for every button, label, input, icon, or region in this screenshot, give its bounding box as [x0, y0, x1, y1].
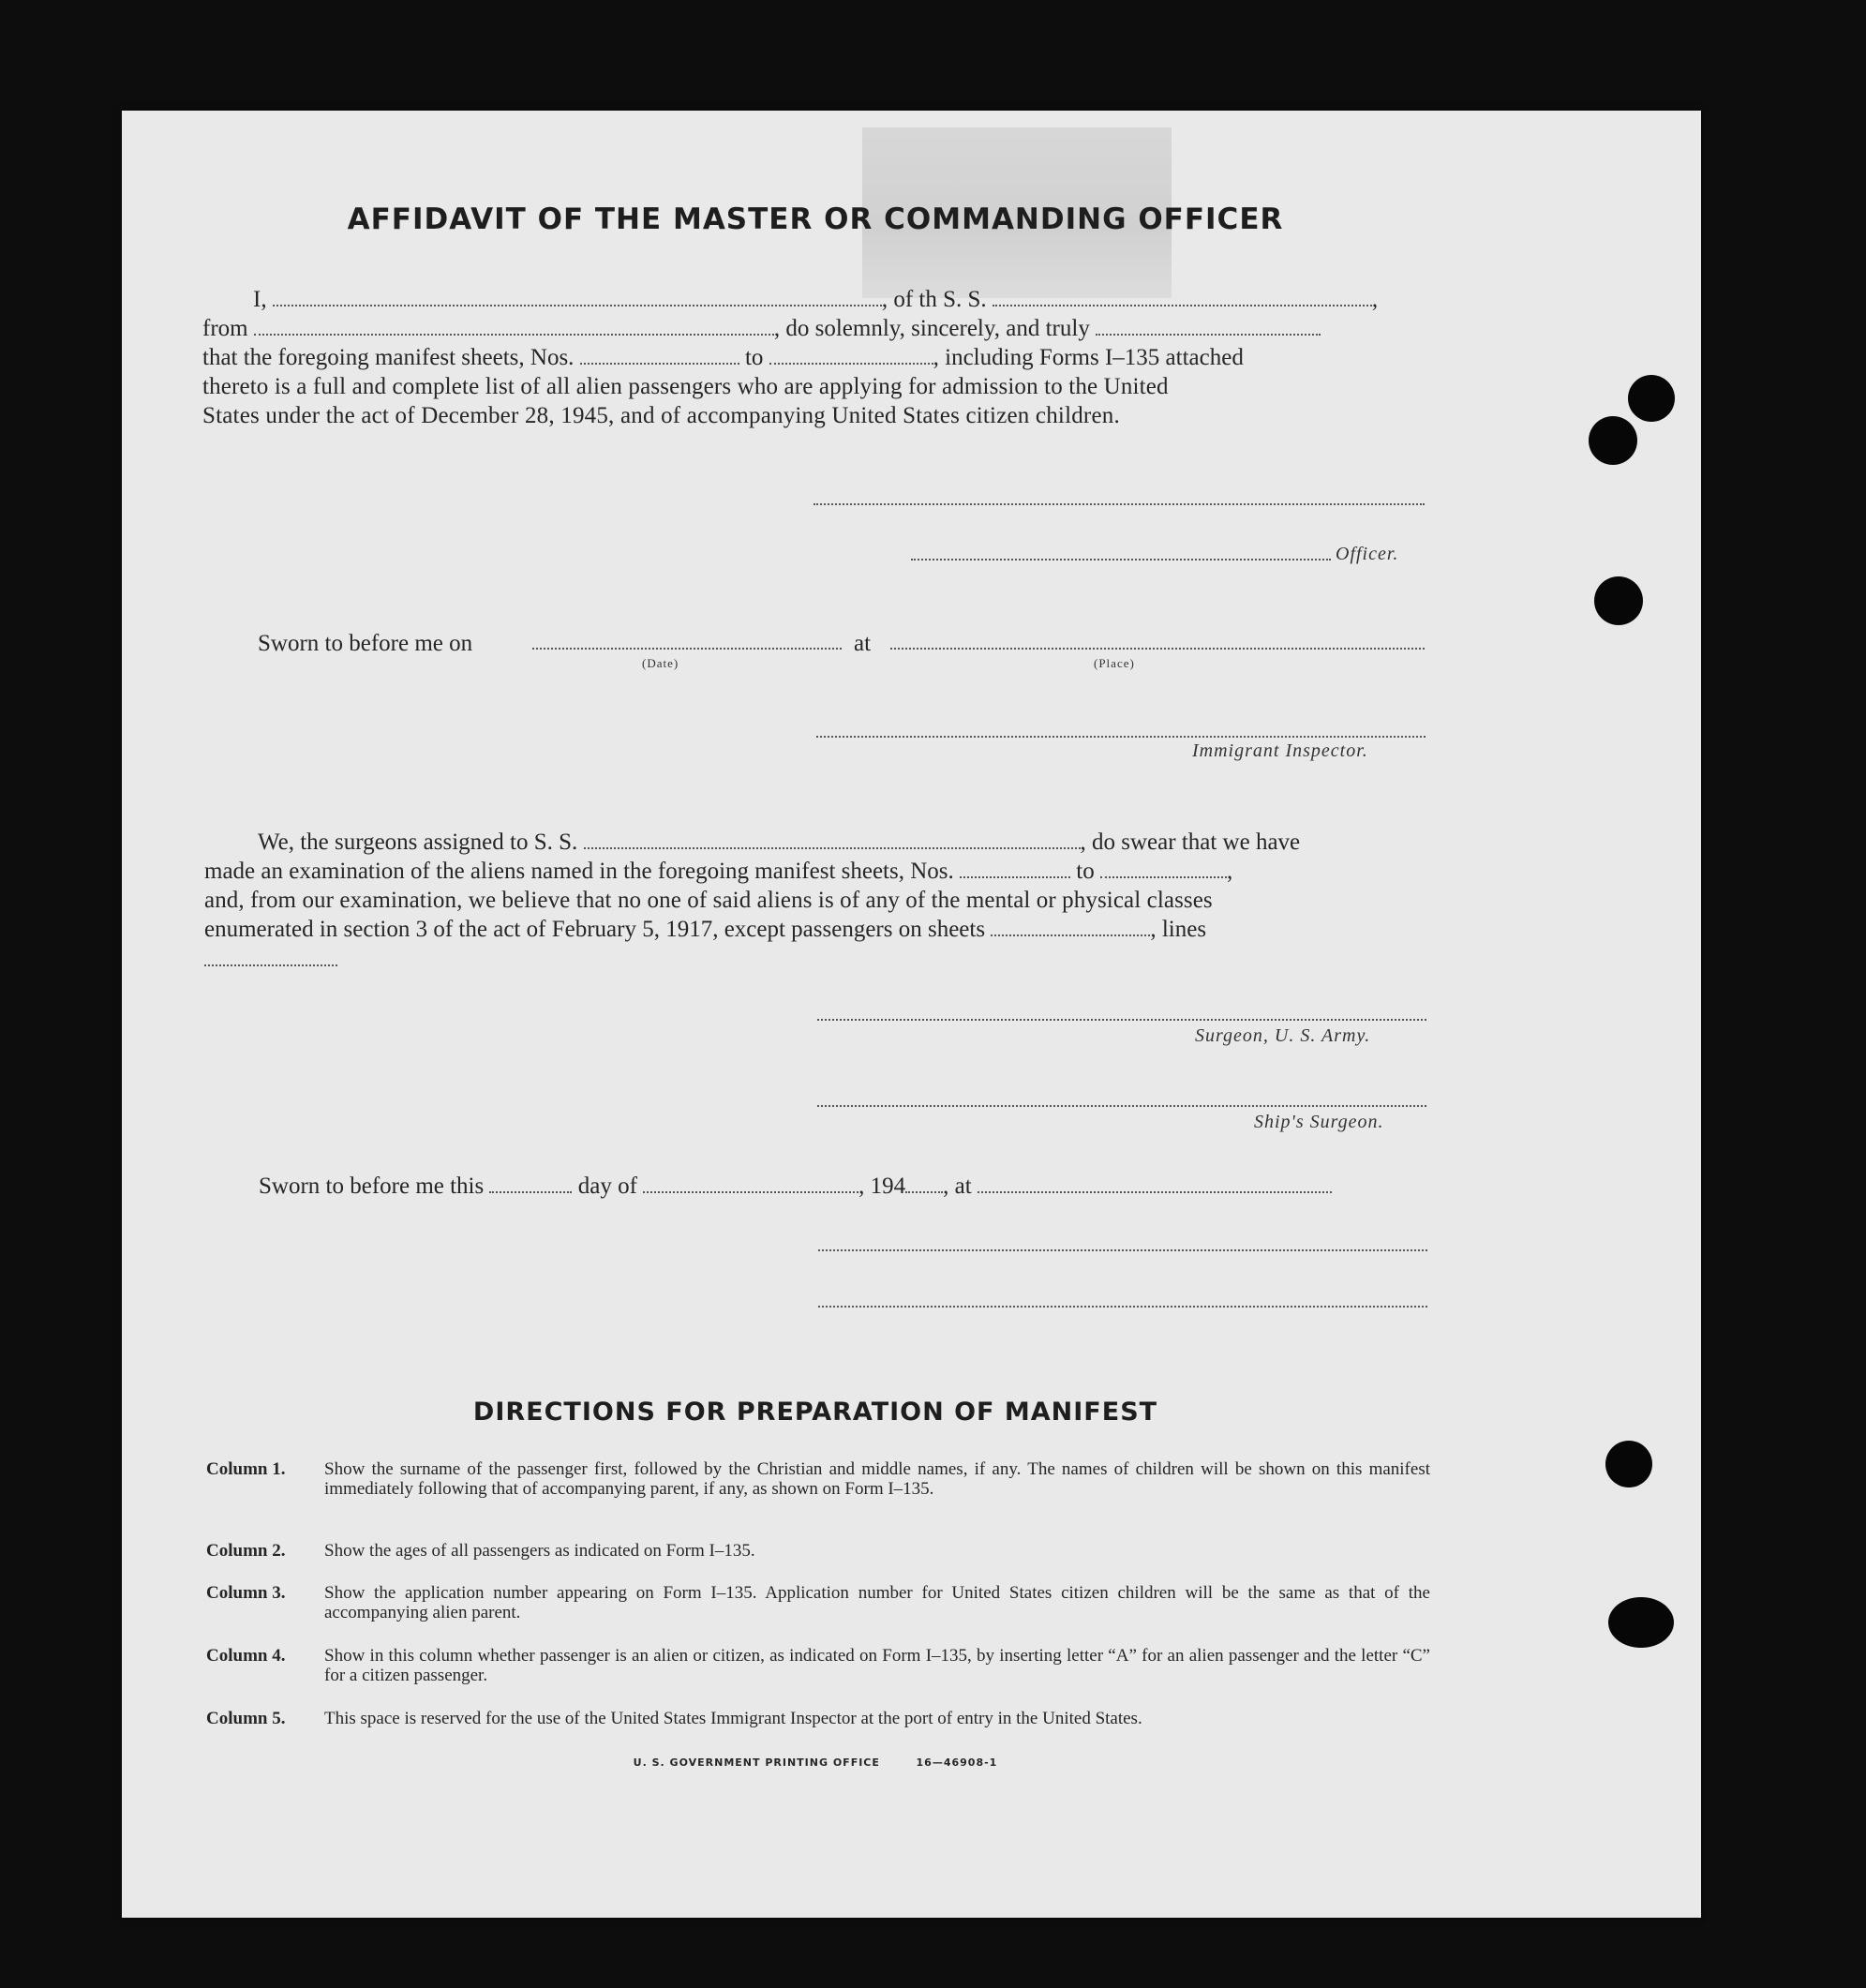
column-text: Show the surname of the passenger first, followed by the Christian and middle names, if any. The names of children will be shown on this manifest immediately following that of accompanying parent, if any, as shown on Form I–135. — [324, 1459, 1430, 1499]
text-i: I, — [253, 287, 267, 312]
sheet-to-field[interactable] — [769, 346, 933, 365]
affidavit-line-2 — [202, 314, 1561, 343]
column-text: This space is reserved for the use of the United States Immigrant Inspector at the port of entry in the United States. — [324, 1709, 1142, 1728]
text-to: to — [1076, 859, 1095, 884]
affidavit-title: AFFIDAVIT OF THE MASTER OR COMMANDING OFFICER — [347, 202, 1284, 236]
ship-name-field[interactable] — [993, 288, 1372, 306]
punch-hole-icon — [1605, 1441, 1652, 1487]
column-label: Column 4. — [206, 1646, 286, 1666]
place-caption: (Place) — [1094, 656, 1135, 670]
date-caption: (Date) — [642, 656, 679, 670]
surgeons-ship-field[interactable] — [584, 830, 1081, 849]
port-from-field[interactable] — [254, 317, 774, 336]
inspector-caption: Immigrant Inspector. — [1192, 740, 1368, 761]
except-lines-field[interactable] — [204, 964, 337, 966]
text-do-solemnly: , do solemnly, sincerely, and truly — [773, 316, 1090, 341]
text-do-swear: , do swear that we have — [1080, 830, 1301, 855]
text-from: from — [202, 316, 248, 341]
surgeons-line-2 — [204, 857, 1563, 886]
text-enumerated: enumerated in section 3 of the act of February 5, 1917, except passengers on sheets — [204, 917, 986, 942]
punch-hole-icon — [1594, 576, 1643, 625]
form-number: 16—46908-1 — [916, 1756, 998, 1769]
affidavit-line-1 — [253, 285, 1560, 314]
surgeons-line-1 — [258, 828, 1562, 857]
officer-caption: Officer. — [1336, 544, 1399, 564]
text-sworn-this: Sworn to before me this — [259, 1173, 485, 1199]
printing-office-footer — [122, 1756, 1509, 1769]
column-label: Column 2. — [206, 1541, 286, 1561]
sworn-place-field[interactable] — [890, 648, 1425, 650]
exam-sheet-from-field[interactable] — [960, 859, 1070, 878]
day-field[interactable] — [489, 1174, 572, 1193]
official-title-line[interactable] — [818, 1306, 1427, 1308]
oath-field[interactable] — [1096, 317, 1321, 336]
text-day-of: day of — [577, 1173, 637, 1199]
month-field[interactable] — [643, 1174, 858, 1193]
army-surgeon-caption: Surgeon, U. S. Army. — [1195, 1025, 1371, 1046]
ship-surgeon-caption: Ship's Surgeon. — [1254, 1112, 1384, 1132]
surgeons-line-4 — [204, 915, 1563, 944]
text-at: , at — [943, 1173, 972, 1199]
column-text: Show the ages of all passengers as indicated on Form I–135. — [324, 1541, 755, 1561]
year-digit-field[interactable] — [905, 1174, 943, 1193]
punch-hole-icon — [1608, 1597, 1674, 1648]
text-lines: , lines — [1150, 917, 1207, 942]
text-surgeons-assigned: We, the surgeons assigned to S. S. — [258, 830, 578, 855]
army-surgeon-signature-line[interactable] — [817, 1019, 1426, 1021]
text-comma: , — [1371, 287, 1379, 312]
affidavit-line-4: thereto is a full and complete list of all alien passengers who are applying for admission to the United — [202, 374, 1169, 399]
officer-signature-line-2[interactable] — [911, 559, 1331, 561]
column-label: Column 3. — [206, 1583, 286, 1603]
inspector-signature-line[interactable] — [816, 736, 1426, 738]
column-label: Column 1. — [206, 1459, 286, 1479]
column-label: Column 5. — [206, 1709, 286, 1728]
text-year: , 194 — [858, 1173, 906, 1199]
affidavit-line-3 — [202, 343, 1561, 372]
sworn-before-me-on: Sworn to before me on — [258, 631, 473, 656]
punch-hole-icon — [1628, 375, 1675, 422]
punch-hole-icon — [1589, 416, 1637, 465]
text-including-forms: , including Forms I–135 attached — [933, 345, 1244, 370]
text-made-examination: made an examination of the aliens named in the foregoing manifest sheets, Nos. — [204, 859, 954, 884]
exam-sheet-to-field[interactable] — [1100, 859, 1227, 878]
sheet-from-field[interactable] — [580, 346, 739, 365]
official-signature-line[interactable] — [818, 1249, 1427, 1251]
ship-surgeon-signature-line[interactable] — [817, 1105, 1426, 1107]
column-text: Show the application number appearing on Form I–135. Application number for United States citizen children will be the same as that of the accompanying alien parent. — [324, 1583, 1430, 1622]
officer-signature-line[interactable] — [814, 503, 1425, 505]
directions-title: DIRECTIONS FOR PREPARATION OF MANIFEST — [472, 1398, 1158, 1427]
sworn-at: at — [854, 631, 872, 656]
sworn-this-day-line — [259, 1172, 1571, 1201]
text-to: to — [744, 345, 764, 370]
text-of-ss: , of th S. S. — [881, 287, 987, 312]
except-sheets-field[interactable] — [991, 918, 1150, 936]
printer-name: U. S. GOVERNMENT PRINTING OFFICE — [633, 1756, 880, 1769]
text-comma: , — [1226, 859, 1233, 884]
sworn-date-field[interactable] — [532, 648, 842, 650]
sworn-place-field-2[interactable] — [978, 1174, 1332, 1193]
column-text: Show in this column whether passenger is an alien or citizen, as indicated on Form I–135, by inserting letter “A” for an alien passenger and the letter “C” for a citizen passenger. — [324, 1646, 1430, 1685]
affidavit-line-5: States under the act of December 28, 1945, and of accompanying United States citizen children. — [202, 403, 1120, 428]
form-page — [122, 111, 1701, 1918]
surgeons-line-3: and, from our examination, we believe that no one of said aliens is of any of the mental or physical classes — [204, 888, 1213, 913]
text-manifest-sheets: that the foregoing manifest sheets, Nos. — [202, 345, 575, 370]
master-name-field[interactable] — [273, 288, 882, 306]
